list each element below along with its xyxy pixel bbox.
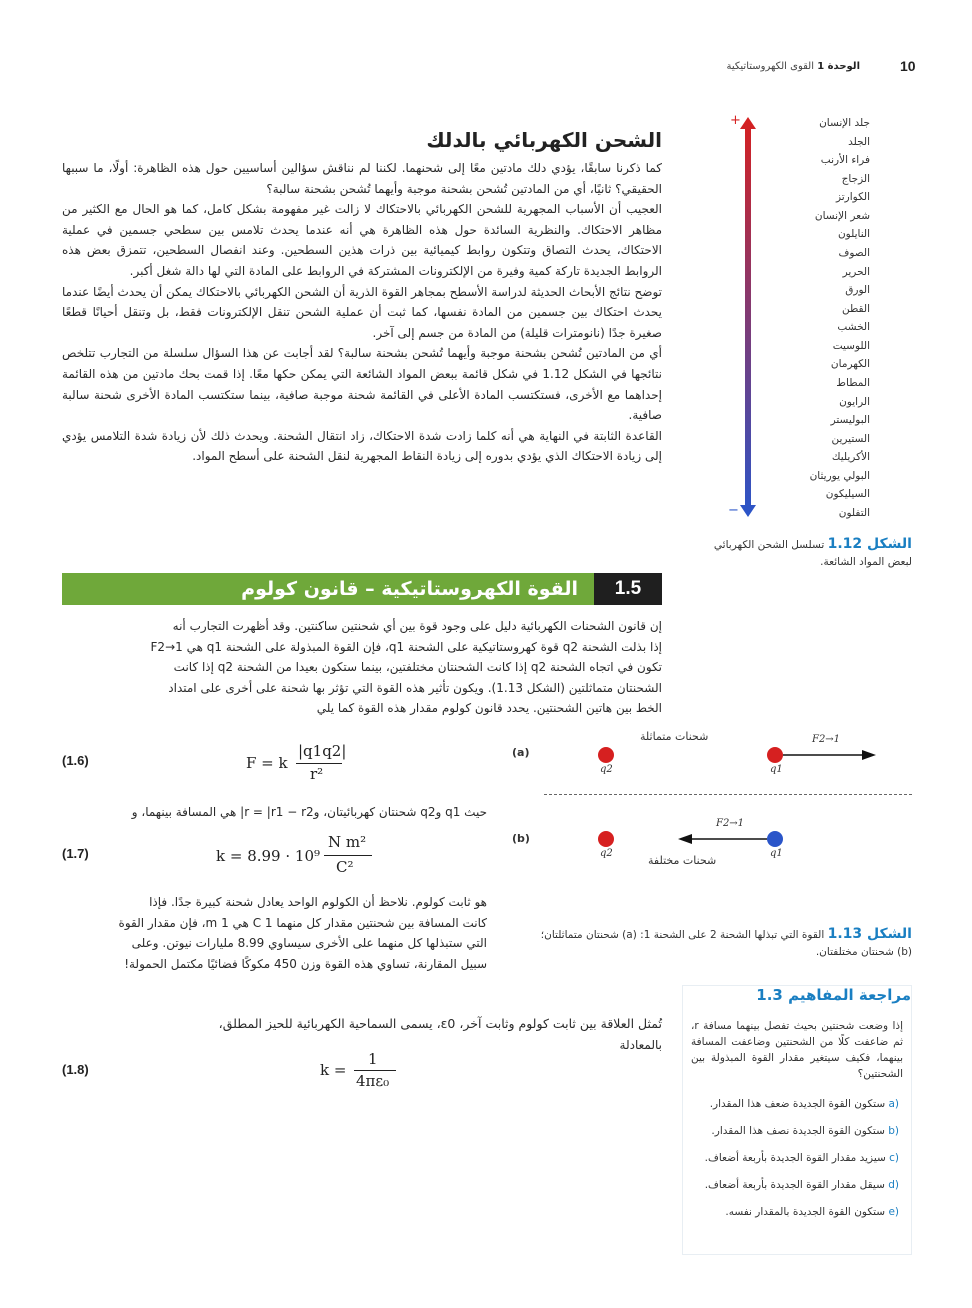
figure-caption-text: القوة التي تبذلها الشحنة 2 على الشحنة 1: (a) شحنتان متماثلتان؛ (b) شحنتان مختلفتان. <box>540 929 912 958</box>
equation-number: (1.6) <box>62 753 89 768</box>
figure-divider <box>544 794 912 795</box>
positive-sign: + <box>730 113 741 128</box>
equation-number: (1.7) <box>62 846 89 861</box>
material-item: السيليكون <box>825 488 870 501</box>
q1-label: q1 <box>770 848 783 859</box>
material-item: التفلون <box>838 507 870 519</box>
equation-coulomb-constant <box>216 833 386 879</box>
figure-caption-text: تسلسل الشحن الكهربائي لبعض المواد الشائعة. <box>713 539 912 568</box>
charge-q2-positive <box>598 747 614 763</box>
coulomb-intro <box>62 616 662 719</box>
text-line: سبيل المقارنة، تساوي هذه القوة وزن 450 مكوكًا فضائيًا مكتمل الحمولة! <box>124 956 487 971</box>
paragraph: توضح نتائج الأبحاث الحديثة لدراسة الأسطح بمجاهر القوة الذرية أن الشحن الكهربائي بالاحتكاك يمكن أن يحدث أيضًا عندما يحدث احتكاك بين جسمين من المادة نفسها، كما ثبت أن عملية الشحن تنقل الإلكترونات فقط، بل وتنقل أحيانًا قطعًا صغيرة جدًا (نانومترات قليلة) من المادة من جسم إلى آخر. <box>62 284 662 340</box>
charge-scale-arrow <box>738 115 758 520</box>
text-line: إذا بذلت الشحنة q2 قوة كهروستاتيكية على الشحنة q1، فإن القوة المبذولة على الشحنة q1 هي F2→1 <box>150 639 662 654</box>
section-title-charging: الشحن الكهربائي بالدلك <box>426 128 662 152</box>
fraction-bar <box>296 763 342 764</box>
equation-number: (1.8) <box>62 1062 89 1077</box>
material-item: الصوف <box>838 247 870 259</box>
text-line: الخط بين هاتين الشحنتين. يحدد قانون كولوم مقدار هذه القوة كما يلي <box>316 701 662 716</box>
material-item: الورق <box>845 284 870 297</box>
section-number: 1.5 <box>594 573 662 605</box>
equation-denominator: C² <box>336 858 354 876</box>
paragraph: أي من المادتين تُشحن بشحنة موجبة وأيهما تُشحن بشحنة سالبة؟ لقد أجابت عن هذا السؤال سلسلة من التجارب تتلخص نتائجها في الشكل 1.12 في شكل قائمة ببعض المواد الشائعة التي يمكن حكها معًا. إذا قمت بحك مادتين من هذه القائمة إحداهما مع الأخرى، فستكتسب المادة الأعلى في القائمة شحنة موجبة صافية، بينما ستكتسب المادة الأخرى شحنة سالبة صافية. <box>62 346 663 423</box>
figure-label: الشكل 1.12 <box>827 536 912 552</box>
material-item: الأكريليك <box>831 451 870 464</box>
text-line: كانت المسافة بين شحنتين مقدار كل منهما 1 C هي 1 m، فإن مقدار القوة <box>118 915 487 930</box>
triboelectric-series-figure <box>690 115 910 525</box>
material-item: الستيرين <box>831 432 870 445</box>
material-item: فراء الأرنب <box>820 154 870 167</box>
option-text: سيزيد مقدار القوة الجديدة بأربعة أضعاف. <box>704 1152 886 1164</box>
option-text: سيقل مقدار القوة الجديدة بأربعة أضعاف. <box>704 1179 885 1191</box>
option-text: ستكون القوة الجديدة بالمقدار نفسه. <box>725 1206 886 1218</box>
permittivity-text-end: بالمعادلة <box>619 1038 662 1052</box>
concept-review-box <box>682 985 912 1255</box>
negative-sign: − <box>728 503 739 518</box>
material-item: الرايون <box>839 395 870 408</box>
text-line: إن قانون الشحنات الكهربائية دليل على وجود قوة بين أي شحنتين ساكنتين. وقد أظهرت التجارب أنه <box>172 619 662 633</box>
text-line: التي ستبذلها كل منهما على الأخرى سيساوي 8.99 مليارات نيوتن. وعلى <box>131 936 487 951</box>
figure-caption-1-13 <box>530 926 912 961</box>
paragraph: القاعدة الثابتة في النهاية هي أنه كلما زادت شدة الاحتكاك، زاد انتقال الشحنة. ويحدث ذلك لأن زيادة شدة التلامس يؤدي إلى زيادة الاحتكاك الذي يؤدي بدوره إلى زيادة النقاط المجهرية لنقل الشحنة على أسطح المواد. <box>62 428 662 464</box>
unit-label: الوحدة 1 <box>817 61 860 72</box>
q2-label: q2 <box>600 764 613 775</box>
fraction-bar <box>324 855 372 856</box>
option-text: ستكون القوة الجديدة نصف هذا المقدار. <box>711 1125 885 1137</box>
review-option <box>689 1177 899 1204</box>
material-item: النايلون <box>837 228 870 241</box>
permittivity-text: تُمثل العلاقة بين ثابت كولوم وثابت آخر، ε0، يسمى السماحية الكهربائية للحيز المطلق، <box>218 1016 662 1031</box>
material-item: شعر الإنسان <box>814 209 870 222</box>
review-option <box>689 1204 899 1231</box>
section-banner-coulomb <box>62 573 662 605</box>
equation-numerator: N m² <box>328 833 367 851</box>
material-item: الحرير <box>842 265 870 278</box>
equation-k-permittivity <box>320 1050 400 1092</box>
review-option <box>689 1123 899 1150</box>
q2-label: q2 <box>600 848 613 859</box>
material-item: الزجاج <box>841 172 870 185</box>
unit-title: القوى الكهروستاتيكية <box>726 61 815 72</box>
figure-1-13 <box>500 728 920 888</box>
charge-q2-positive <box>598 831 614 847</box>
equation-numerator: |q1q2| <box>298 742 347 760</box>
section-charging <box>62 128 662 467</box>
option-letter: a) <box>888 1098 899 1110</box>
where-text: حيث q1 وq2 شحنتان كهربائيتان، وr = |r1 − r2| هي المسافة بينهما، و <box>131 805 487 819</box>
review-option <box>689 1150 899 1177</box>
concept-review-question: إذا وضعت شحنتين بحيث تفصل بينهما مسافة r، ثم ضاعفت كلًا من الشحنتين وضاعفت المسافة بينهما، فكيف سيتغير مقدار القوة المبذولة بين الشحنتين؟ <box>691 1020 903 1080</box>
force-arrowhead <box>862 750 876 760</box>
material-item: جلد الإنسان <box>819 117 870 129</box>
equation-lhs: k = 8.99 · 10⁹ <box>216 847 320 865</box>
option-letter: b) <box>888 1125 899 1137</box>
equation-coulomb-law <box>246 742 366 786</box>
force-label: F2→1 <box>812 734 841 745</box>
figure-label: الشكل 1.13 <box>827 926 912 942</box>
option-letter: c) <box>889 1152 899 1164</box>
material-item: البوليستر <box>830 414 870 427</box>
equation-denominator: r² <box>310 765 324 783</box>
text-line: تكون في اتجاه الشحنة q2 إذا كانت الشحنتان مختلفتين، بينما ستكون بعيدا من الشحنة q2 إذا كانت <box>173 660 662 675</box>
force-arrowhead <box>678 834 692 844</box>
charge-q1-positive <box>767 747 783 763</box>
equation-lhs: F = k <box>246 754 288 772</box>
figure-caption-1-12 <box>690 536 912 571</box>
review-option <box>689 1096 899 1123</box>
option-letter: e) <box>888 1206 899 1218</box>
concept-review-options <box>689 1096 899 1231</box>
q1-label: q1 <box>770 764 783 775</box>
paragraph: كما ذكرنا سابقًا، يؤدي دلك مادتين معًا إلى شحنهما. لكننا لم نناقش سؤالين أساسيين حول هذه الظاهرة: أولًا، ما سببها الحقيقي؟ ثانيًا، أي من المادتين تُشحن بشحنة موجبة وأيهما تُشحن بشحنة سالبة؟ <box>62 161 662 196</box>
charge-q1-negative <box>767 831 783 847</box>
material-item: الكوارتز <box>835 191 870 204</box>
unlike-charges-label: شحنات مختلفة <box>648 854 717 867</box>
page-number: 10 <box>900 58 916 74</box>
equation-lhs: k = <box>320 1061 347 1079</box>
material-item: الخشب <box>837 321 870 334</box>
option-text: ستكون القوة الجديدة ضعف هذا المقدار. <box>709 1098 886 1110</box>
option-letter: d) <box>888 1179 899 1191</box>
material-item: القطن <box>841 302 870 315</box>
material-item: الكهرمان <box>830 358 870 371</box>
material-item: اللوسيت <box>832 339 870 352</box>
fraction-bar <box>354 1070 396 1071</box>
part-b-label: (b) <box>512 832 530 845</box>
paragraph: العجيب أن الأسباب المجهرية للشحن الكهربائي بالاحتكاك لا زالت غير مفهومة بشكل كامل، كما هو الحال مع الكثير من مظاهر الاحتكاك. والنظرية السائدة حول هذه الظاهرة هي أنه عندما يحدث تلامس بين سطحي جسمين في عملية الاحتكاك، يحدث التصاق وتتكون روابط كيميائية بين ذرات هذين السطحين. وعند انفصال السطحين، تتمزق بعض هذه الروابط الجديدة تاركة كمية وفيرة من الإلكترونات المشتركة في الروابط على المادة التي لها دالة شغل أكبر. <box>62 202 662 278</box>
section-title-coulomb: القوة الكهروستاتيكية – قانون كولوم <box>241 578 578 600</box>
material-item: المطاط <box>836 377 870 389</box>
material-item: الجلد <box>848 135 870 148</box>
like-charges-label: شحنات متماثلة <box>640 730 709 743</box>
text-line: الشحنتان متماثلتين (الشكل 1.13). ويكون تأثير هذه القوة التي تؤثر بها شحنة على أخرى على امتداد <box>168 680 662 695</box>
coulomb-constant-text <box>62 892 487 974</box>
force-label: F2→1 <box>716 818 745 829</box>
like-charges-diagram <box>500 740 920 800</box>
part-a-label: (a) <box>512 746 530 759</box>
material-item: البولي يوريثان <box>809 469 870 482</box>
page-header <box>0 58 972 78</box>
concept-review-title: مراجعة المفاهيم 1.3 <box>756 986 911 1004</box>
text-line: هو ثابت كولوم. نلاحظ أن الكولوم الواحد يعادل شحنة كبيرة جدًا. فإذا <box>149 895 487 909</box>
equation-denominator: 4πε₀ <box>356 1072 390 1090</box>
unit-heading <box>650 61 860 72</box>
equation-numerator: 1 <box>368 1050 378 1068</box>
